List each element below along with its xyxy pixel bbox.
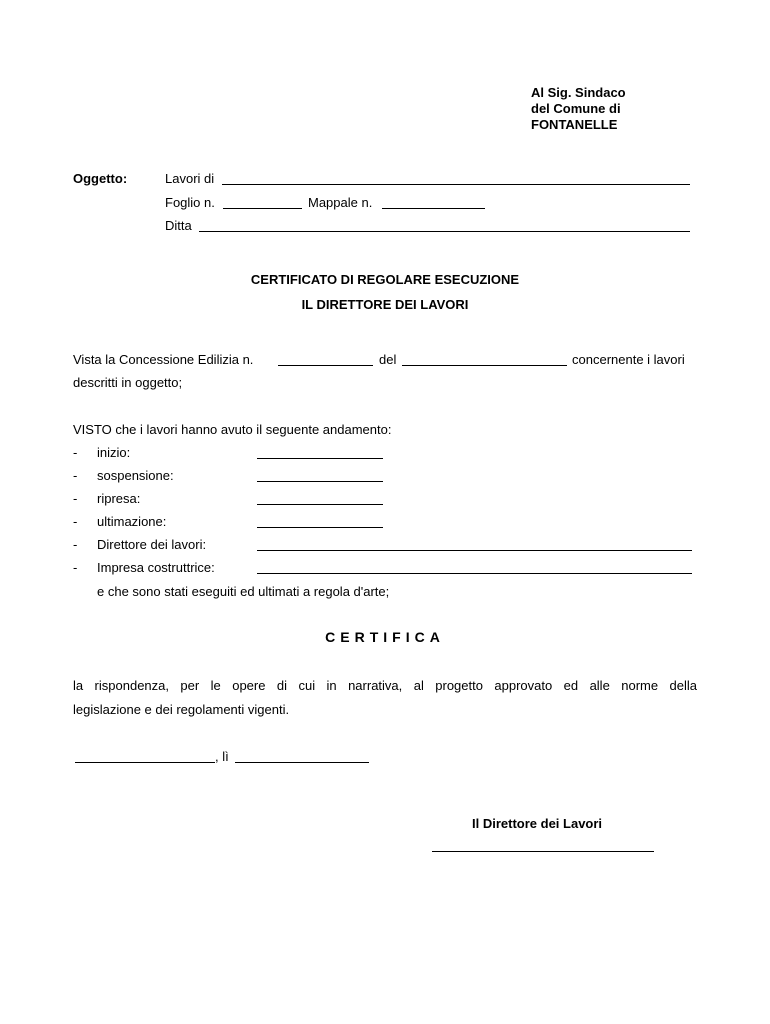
vista-label: Vista la Concessione Edilizia n. [73, 352, 254, 367]
item-ultimazione: ultimazione: [97, 514, 167, 529]
inizio-blank[interactable] [257, 458, 383, 459]
certifica-heading: CERTIFICA [325, 629, 445, 645]
mappale-label: Mappale n. [308, 195, 373, 210]
foglio-label: Foglio n. [165, 195, 215, 210]
progress-closing: e che sono stati eseguiti ed ultimati a regola d'arte; [97, 584, 390, 599]
subject-label: Oggetto: [73, 171, 128, 186]
bullet: - [73, 560, 78, 575]
ditta-label: Ditta [165, 218, 192, 233]
bullet: - [73, 445, 78, 460]
sospensione-blank[interactable] [257, 481, 383, 482]
progress-intro: VISTO che i lavori hanno avuto il seguente andamento: [73, 422, 392, 437]
lavori-blank[interactable] [222, 184, 690, 185]
title-certificate: CERTIFICATO DI REGOLARE ESECUZIONE [250, 272, 520, 287]
item-impresa: Impresa costruttrice: [97, 560, 215, 575]
item-direttore: Direttore dei lavori: [97, 537, 207, 552]
place-blank[interactable] [75, 762, 215, 763]
impresa-blank[interactable] [257, 573, 692, 574]
signature-blank[interactable] [432, 851, 654, 852]
ditta-blank[interactable] [199, 231, 690, 232]
item-sospensione: sospensione: [97, 468, 174, 483]
title-director: IL DIRETTORE DEI LAVORI [301, 297, 469, 312]
foglio-blank[interactable] [223, 208, 302, 209]
item-ripresa: ripresa: [97, 491, 141, 506]
mappale-blank[interactable] [382, 208, 485, 209]
bullet: - [73, 514, 78, 529]
concession-number-blank[interactable] [278, 365, 373, 366]
certifica-body-1: la rispondenza, per le opere di cui in narrativa, al progetto approvato ed alle norme della [73, 678, 697, 693]
ripresa-blank[interactable] [257, 504, 383, 505]
certifica-body-2: legislazione e dei regolamenti vigenti. [73, 702, 290, 717]
item-inizio: inizio: [97, 445, 131, 460]
direttore-blank[interactable] [257, 550, 692, 551]
bullet: - [73, 468, 78, 483]
concernente-label: concernente i lavori [572, 352, 685, 367]
bullet: - [73, 537, 78, 552]
concession-date-blank[interactable] [402, 365, 567, 366]
signature-label: Il Direttore dei Lavori [472, 816, 603, 831]
bullet: - [73, 491, 78, 506]
recipient-line-1: Al Sig. Sindaco [531, 85, 626, 100]
recipient-line-3: FONTANELLE [531, 117, 618, 132]
lavori-label: Lavori di [165, 171, 215, 186]
descritti-text: descritti in oggetto; [73, 375, 183, 390]
del-label: del [379, 352, 397, 367]
li-separator: , lì [215, 749, 229, 764]
date-blank[interactable] [235, 762, 369, 763]
ultimazione-blank[interactable] [257, 527, 383, 528]
recipient-line-2: del Comune di [531, 101, 621, 116]
